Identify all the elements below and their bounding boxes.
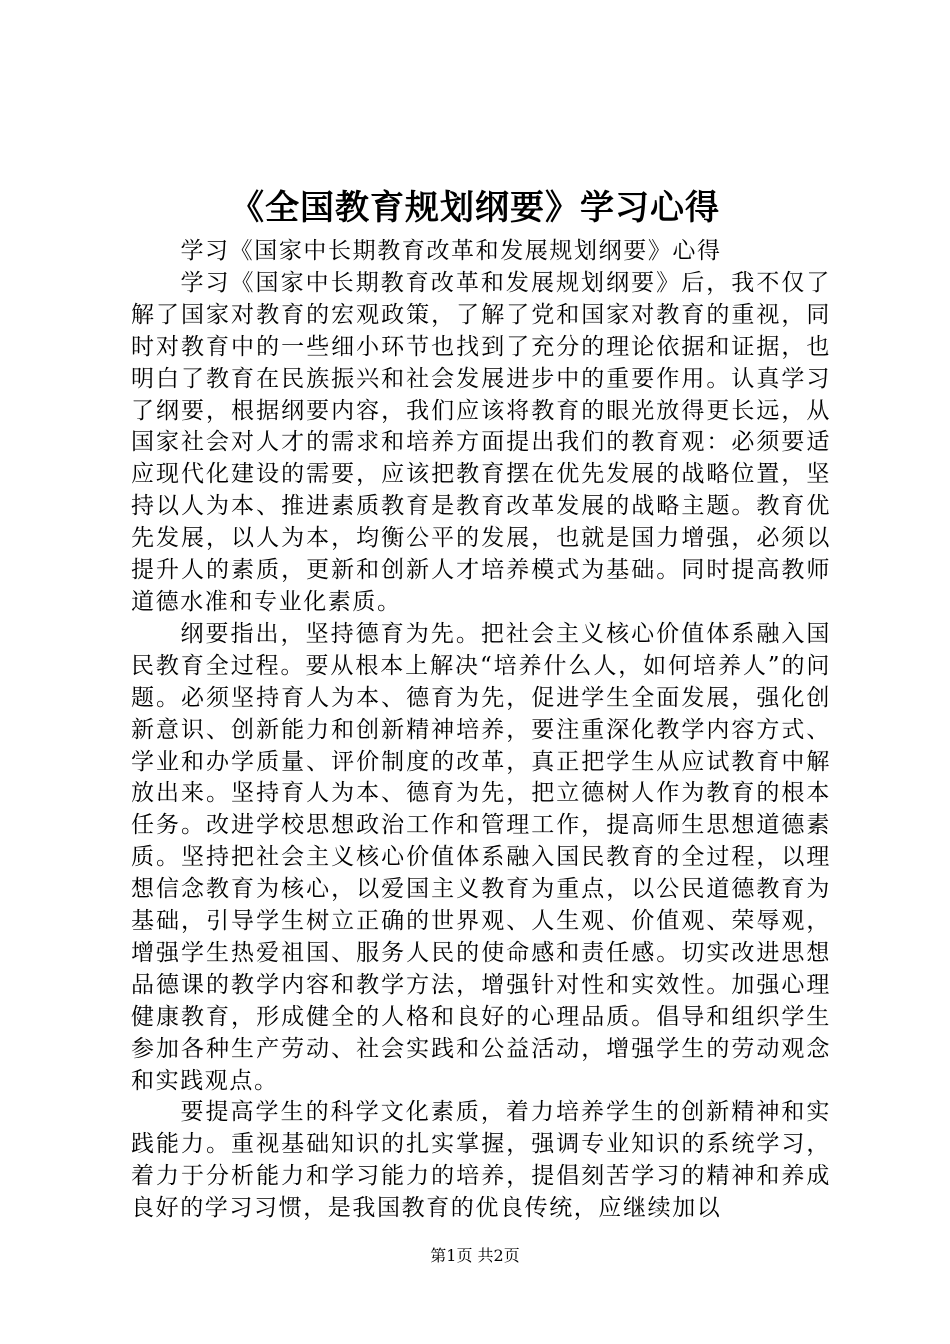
page-number-footer: 第1页 共2页 (430, 1246, 520, 1265)
document-title: 《全国教育规划纲要》学习心得 (230, 188, 720, 228)
paragraph-subtitle: 学习《国家中长期教育改革和发展规划纲要》心得 (180, 238, 722, 264)
paragraph-3: 要提高学生的科学文化素质，着力培养学生的创新精神和实践能力。重视基础知识的扎实掌握，强调专业知识的系统学习，着力于分析能力和学习能力的培养，提倡刻苦学习的精神和养成良好的学习习惯，是我国教育的优良传统，应继续加以 (131, 1099, 831, 1222)
paragraph-1: 学习《国家中长期教育改革和发展规划纲要》后，我不仅了解了国家对教育的宏观政策，了解了党和国家对教育的重视，同时对教育中的一些细小环节也找到了充分的理论依据和证据，也明白了教育在民族振兴和社会发展进步中的重要作用。认真学习了纲要，根据纲要内容，我们应该将教育的眼光放得更长远，从国家社会对人才的需求和培养方面提出我们的教育观：必须要适应现代化建设的需要，应该把教育摆在优先发展的战略位置，坚持以人为本、推进素质教育是教育改革发展的战略主题。教育优先发展，以人为本，均衡公平的发展，也就是国力增强，必须以提升人的素质，更新和创新人才培养模式为基础。同时提高教师道德水准和专业化素质。 (131, 269, 831, 615)
document-body (131, 236, 831, 1225)
paragraph-2: 纲要指出，坚持德育为先。把社会主义核心价值体系融入国民教育全过程。要从根本上解决“培养什么人，如何培养人”的问题。必须坚持育人为本、德育为先，促进学生全面发展，强化创新意识、创新能力和创新精神培养，要注重深化教学内容方式、学业和办学质量、评价制度的改革，真正把学生从应试教育中解放出来。坚持育人为本、德育为先，把立德树人作为教育的根本任务。改进学校思想政治工作和管理工作，提高师生思想道德素质。坚持把社会主义核心价值体系融入国民教育的全过程，以理想信念教育为核心，以爱国主义教育为重点，以公民道德教育为基础，引导学生树立正确的世界观、人生观、价值观、荣辱观，增强学生热爱祖国、服务人民的使命感和责任感。切实改进思想品德课的教学内容和教学方法，增强针对性和实效性。加强心理健康教育，形成健全的人格和良好的心理品质。倡导和组织学生参加各种生产劳动、社会实践和公益活动，增强学生的劳动观念和实践观点。 (131, 620, 831, 1094)
